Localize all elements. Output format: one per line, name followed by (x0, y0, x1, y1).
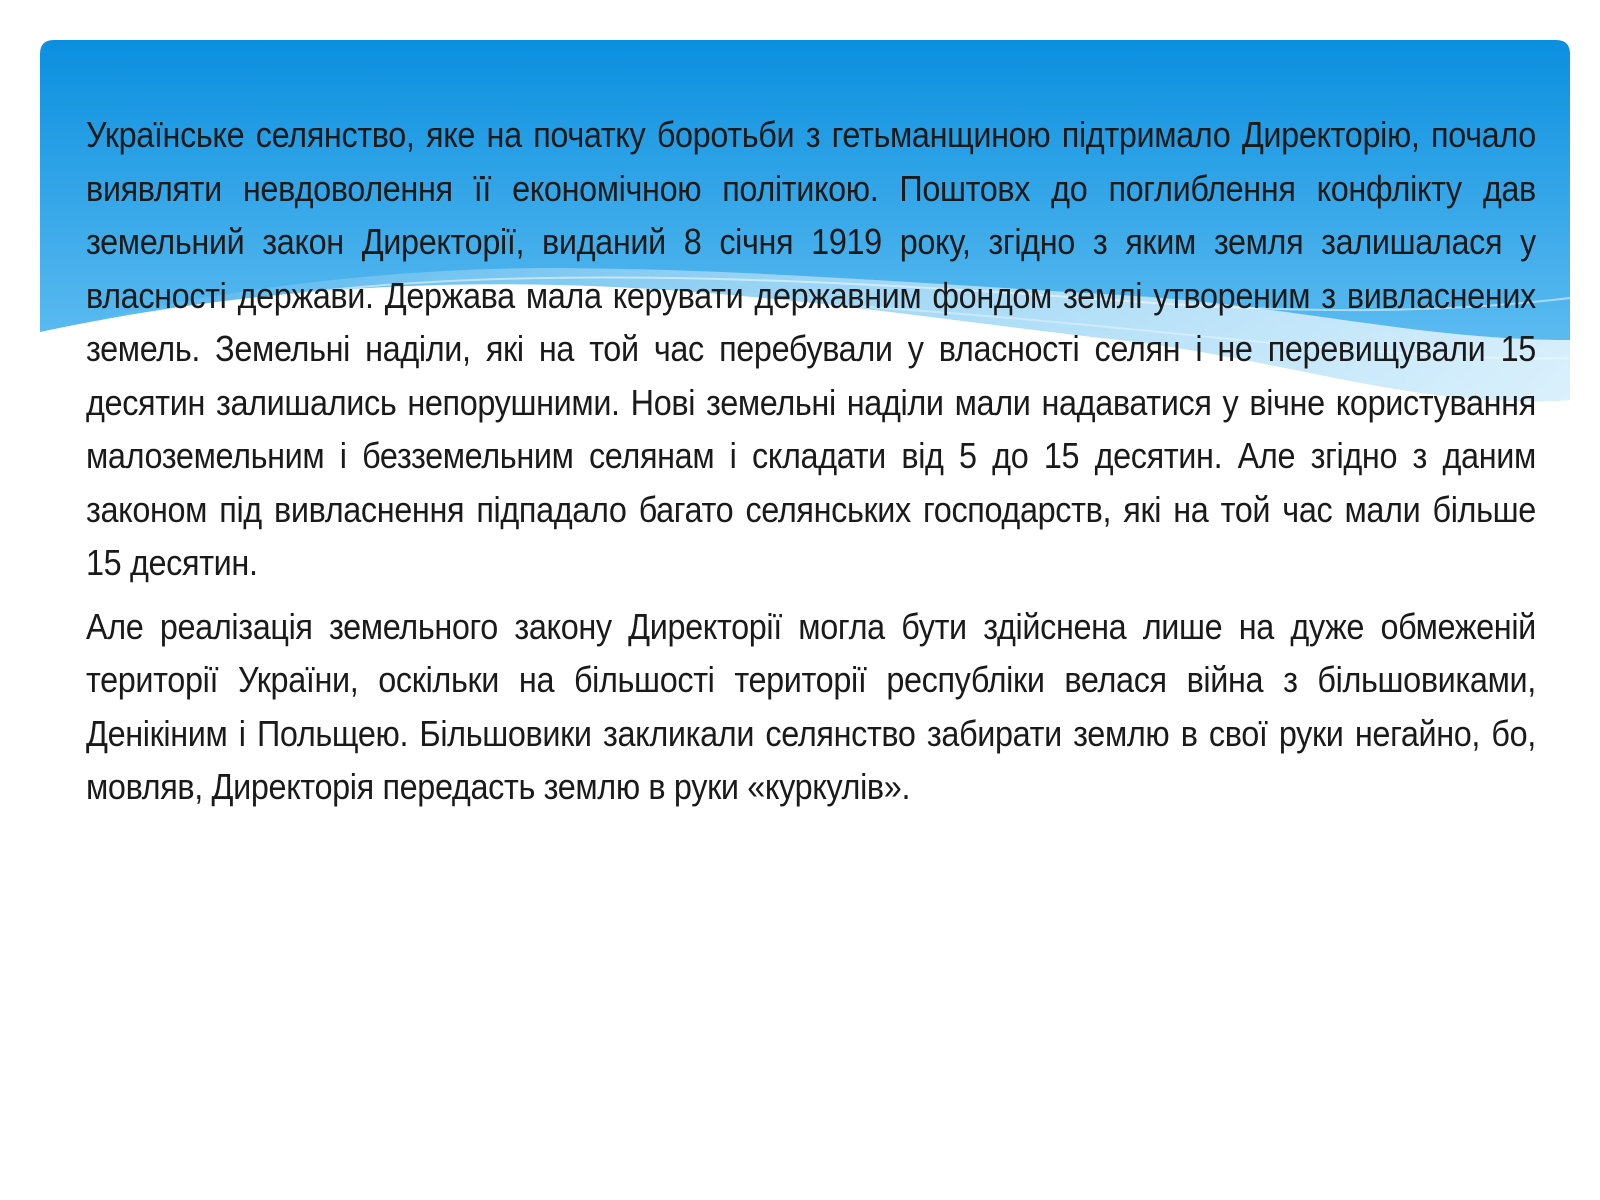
paragraph-2: Але реалізація земельного закону Директорії могла бути здійснена лише на дуже обмеженій території України, оскільки на більшості території республіки велася війна з більшовиками, Денікіним і Польщею. Більшовики закликали селянство забирати землю в свої руки негайно, бо, мовляв, Директорія передасть землю в руки «куркулів». (86, 605, 1536, 807)
paragraph-1: Українське селянство, яке на початку боротьби з гетьманщиною підтримало Директорію, почало виявляти невдоволення її економічною політикою. Поштовх до поглиблення конфлікту дав земельний закон Директорії, виданий 8 січня 1919 року, згідно з яким земля залишалася у власності держави. Держава мала керувати державним фондом землі утвореним з вивласнених земель. Земельні наділи, які на той час перебували у власності селян і не перевищували 15 десятин залишались непорушними. Нові земельні наділи мали надаватися у вічне користування малоземельним і безземельним селянам і складати від 5 до 15 десятин. Але згідно з даним законом під вивласнення підпадало багато селянських господарств, які на той час мали більше 15 десятин. (86, 114, 1536, 583)
slide-text-body (86, 108, 1536, 824)
